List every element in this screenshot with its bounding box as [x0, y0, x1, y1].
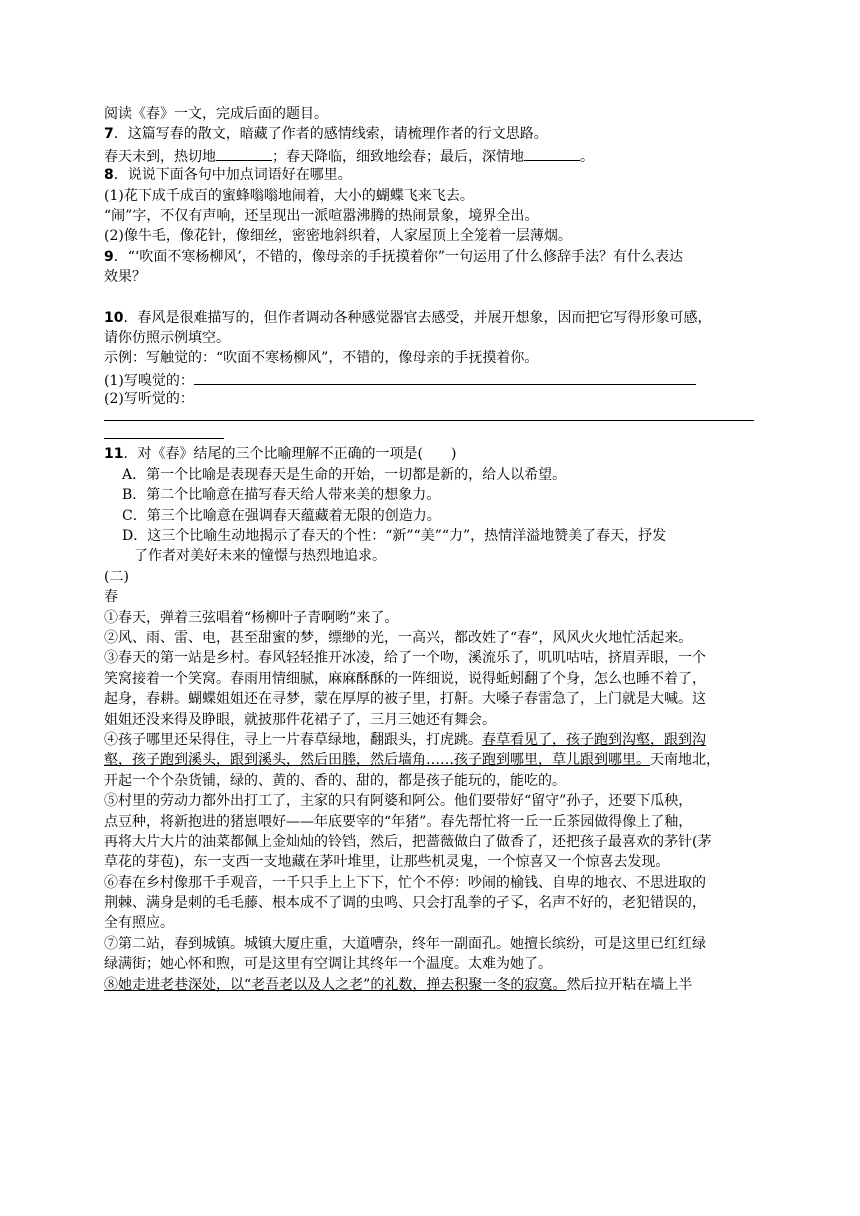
underlined-text: 春草看见了，孩子跑到沟壑，跟到沟	[482, 731, 706, 748]
answer-space[interactable]	[104, 288, 762, 308]
fill-text: ；春天降临，细致地绘春；最后，深情地	[272, 148, 524, 165]
option-c[interactable]: C．第三个比喻意在强调春天蕴藏着无限的创造力。	[122, 507, 441, 524]
question-9-stem-cont: 效果？	[104, 269, 146, 286]
question-text: ．对《春》结尾的三个比喻理解不正确的一项是( )	[123, 446, 457, 463]
paragraph-6-line: 荆棘、满身是刺的毛毛藤、根本成不了调的虫鸣、只会打乱拳的孑孓，名声不好的，老犯错误的，	[104, 895, 706, 912]
answer-blank[interactable]	[194, 369, 696, 385]
passage-title: 春	[104, 589, 118, 606]
underlined-text: 壑，孩子跑到溪头，跟到溪头，然后田塍，然后墙角……孩子跑到哪里，草儿跟到哪里。	[104, 752, 650, 769]
paragraph-3-line: 姐姐还没来得及睁眼，就披那件花裙子了，三月三她还有舞会。	[104, 711, 496, 728]
question-number: 7	[104, 126, 114, 143]
question-10-part-2: (2)写听觉的：	[104, 391, 194, 408]
paragraph-5-line: 草花的芽苞)，东一支西一支地藏在茅叶堆里，让那些机灵鬼，一个惊喜又一个惊喜去发现。	[104, 854, 670, 871]
paragraph-4-line	[104, 750, 762, 770]
fill-text: 。	[580, 148, 594, 165]
paragraph-4-line	[104, 730, 762, 750]
question-text: ．说说下面各句中加点词语好在哪里。	[113, 167, 352, 184]
paragraph-2: ②风、雨、雷、电，甚至甜蜜的梦，缥缈的光，一高兴，都改姓了“春”，风风火火地忙活起来。	[104, 629, 693, 646]
part-label: (1)写嗅觉的：	[104, 372, 194, 389]
question-number: 11	[104, 446, 124, 463]
question-number: 9	[104, 248, 114, 265]
question-10-stem-cont: 请你仿照示例填空。	[104, 329, 230, 346]
paragraph-4-line: 开起一个个杂货铺，绿的、黄的、香的、甜的，都是孩子能玩的，能吃的。	[104, 772, 566, 789]
fill-text: 春天未到，热切地	[104, 148, 216, 165]
answer-rule[interactable]	[104, 437, 224, 439]
option-a[interactable]: A．第一个比喻是表现春天是生命的开始，一切都是新的，给人以希望。	[122, 466, 567, 483]
question-9-stem	[104, 247, 762, 267]
question-text: ．这篇写春的散文，暗藏了作者的感情线索，请梳理作者的行文思路。	[113, 126, 548, 143]
paragraph-1: ①春天，弹着三弦唱着“杨柳叶子青啊哟”来了。	[104, 609, 399, 626]
answer-rule[interactable]	[104, 419, 754, 421]
question-number: 8	[104, 167, 114, 184]
answer-blank[interactable]	[524, 145, 580, 161]
question-10-example: 示例：写触觉的：“吹面不寒杨柳风”，不错的，像母亲的手抚摸着你。	[104, 350, 539, 367]
question-8-sentence-2: (2)像牛毛，像花针，像细丝，密密地斜织着，人家屋顶上全笼着一层薄烟。	[104, 228, 572, 245]
paragraph-8-line	[104, 975, 762, 995]
paragraph-6-line: 全有照应。	[104, 915, 174, 932]
paragraph-6-line: ⑥春在乡村像那千手观音，一千只手上上下下，忙个不停：吵闹的榆钱、自卑的地衣、不思进取的	[104, 874, 706, 891]
option-b[interactable]: B．第二个比喻意在描写春天给人带来美的想象力。	[122, 487, 441, 504]
paragraph-5-line: 再将大片大片的油菜都佩上金灿灿的铃铛，然后，把蔷薇做白了做香了，还把孩子最喜欢的茅针(茅	[104, 833, 712, 850]
plain-text: ④孩子哪里还呆得住，寻上一片春草绿地，翻跟头，打虎跳。	[104, 731, 482, 748]
answer-blank[interactable]	[216, 145, 272, 161]
question-11-stem	[104, 444, 762, 464]
plain-text: 天南地北，	[650, 752, 720, 769]
question-text: ．“‘吹面不寒杨柳风’，不错的，像母亲的手抚摸着你”一句运用了什么修辞手法？有什么表达	[113, 248, 683, 265]
question-8-sentence-1: (1)花下成千成百的蜜蜂嗡嗡地闹着，大小的蝴蝶飞来飞去。	[104, 187, 474, 204]
question-7-stem	[104, 124, 762, 144]
paragraph-3-line: 起身，春耕。蝴蝶姐姐还在寻梦，蒙在厚厚的被子里，打鼾。大嗓子春雷急了，上门就是大喊。这	[104, 691, 706, 708]
paragraph-7-line: 绿满街；她心怀和煦，可是这里有空调让其终年一个温度。太难为她了。	[104, 956, 552, 973]
question-8-stem	[104, 165, 762, 185]
section-label: (二)	[104, 568, 129, 585]
option-d-cont: 了作者对美好未来的憧憬与热烈地追求。	[134, 548, 386, 565]
question-10-stem	[104, 308, 762, 328]
paragraph-5-line: ⑤村里的劳动力都外出打工了，主家的只有阿婆和阿公。他们要带好“留守”孙子，还要下瓜秧，	[104, 793, 693, 810]
underlined-text: ⑧她走进老巷深处，以“老吾老以及人之老”的礼数，掸去积聚一冬的寂寞。	[104, 976, 567, 993]
paragraph-7-line: ⑦第二站，春到城镇。城镇大厦庄重，大道嘈杂，终年一副面孔。她擅长缤纷，可是这里已红红绿	[104, 935, 706, 952]
plain-text: 然后拉开粘在墙上半	[566, 976, 693, 993]
question-text: ．春风是很难描写的，但作者调动各种感觉器官去感受，并展开想象，因而把它写得形象可感，	[123, 309, 712, 326]
document-page	[104, 104, 762, 995]
option-d[interactable]: D．这三个比喻生动地揭示了春天的个性：“新”“美”“力”，热情洋溢地赞美了春天，抒发	[122, 528, 667, 545]
question-8-answer-1: “闹”字，不仅有声响，还呈现出一派喧嚣沸腾的热闹景象，境界全出。	[104, 207, 539, 224]
intro-line: 阅读《春》一文，完成后面的题目。	[104, 106, 328, 122]
question-number: 10	[104, 309, 124, 326]
question-10-part-1	[104, 369, 762, 389]
paragraph-3-line: ③春天的第一站是乡村。春风轻轻推开冰凌，给了一个吻，溪流乐了，叽叽咕咕，挤眉弄眼，一个	[104, 650, 706, 667]
paragraph-5-line: 点豆种，将新抱进的猪崽喂好——年底要宰的“年猪”。春先帮忙将一丘一丘茶园做得像上了釉，	[104, 813, 693, 830]
paragraph-3-line: 笑窝接着一个笑窝。春雨用情细腻，麻麻酥酥的一阵细说，说得蚯蚓翻了个身，怎么也睡不着了，	[104, 670, 706, 687]
question-7-fill-line	[104, 145, 762, 165]
